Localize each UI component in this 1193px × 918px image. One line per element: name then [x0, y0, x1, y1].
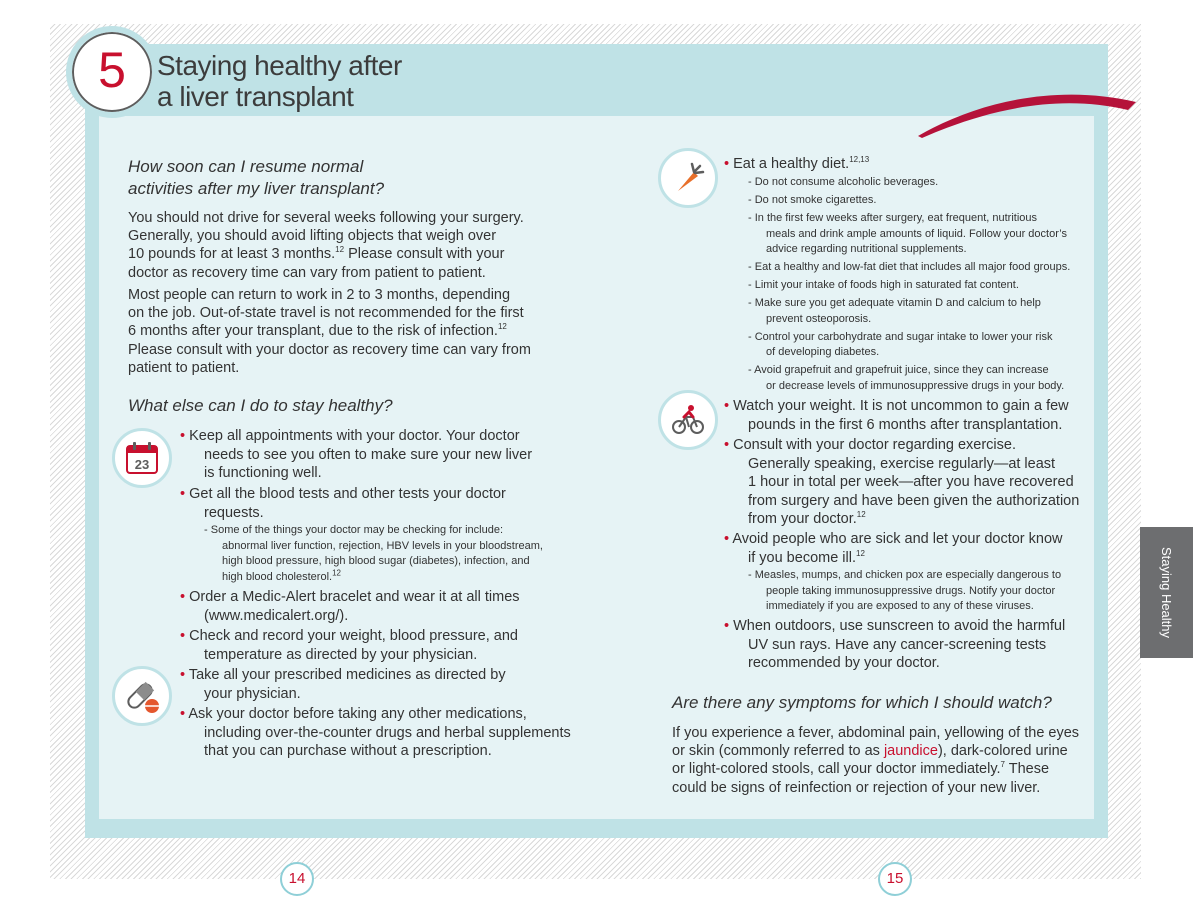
bullet-medic-alert: • Order a Medic-Alert bracelet and wear it at all times (www.medicalert.org/). [180, 589, 520, 624]
side-tab-label-wrap [1140, 527, 1193, 658]
carrot-icon [658, 148, 718, 208]
question-symptoms: Are there any symptoms for which I should watch? [672, 693, 1052, 712]
subbullet-tests-checked: - Some of the things your doctor may be checking for include: abnormal liver function, rejection, HBV levels in your bloodstream, high blood pressure, high blood sugar (diabetes), infection, and high blood cholesterol.$^{12}$ [204, 524, 543, 583]
paragraph-return-to-work: Most people can return to work in 2 to 3 months, depending on the job. Out-of-state travel is not recommended for the first 6 months after your transplant, due to the risk of infection.$^{12}$ Please consult with your doctor as recovery time can vary from patient to patient. [128, 287, 531, 376]
question-stay-healthy: What else can I do to stay healthy? [128, 396, 393, 415]
bullet-avoid-sick: • Avoid people who are sick and let your doctor know if you become ill.$^{12}$ [724, 531, 1063, 566]
bullet-prescribed-medicines: • Take all your prescribed medicines as directed by your physician. [180, 667, 506, 702]
chapter-title: Staying healthy after a liver transplant [157, 50, 402, 112]
jaundice-link[interactable]: jaundice [883, 743, 938, 760]
question-resume-activities: How soon can I resume normal activities after my liver transplant? [128, 157, 385, 198]
bullet-appointments: • Keep all appointments with your doctor. Your doctor needs to see you often to make sure your new liver is functioning well. [180, 428, 533, 481]
side-tab-label: Staying Healthy [1159, 546, 1174, 639]
bullet-other-medications: • Ask your doctor before taking any other medications, including over-the-counter drugs and herbal supplements that you can purchase without a prescription. [180, 706, 571, 759]
pill-icon [112, 666, 172, 726]
paragraph-symptoms: If you experience a fever, abdominal pain, yellowing of the eyes or skin (commonly referred to as jaundice), dark-colored urine or light-colored stools, call your doctor immediately.$^7$ These could be signs of reinfection or rejection of your new liver. [672, 725, 1080, 796]
page-number-right: 15 [878, 862, 912, 896]
svg-text:23: 23 [134, 457, 150, 472]
bullet-sunscreen: • When outdoors, use sunscreen to avoid the harmful UV sun rays. Have any cancer-screening tests recommended by your doctor. [724, 618, 1066, 671]
bullet-healthy-diet: • Eat a healthy diet.$^{12,13}$ [724, 155, 870, 172]
bullet-record-vitals: • Check and record your weight, blood pressure, and temperature as directed by your physician. [180, 628, 518, 663]
page-number-left: 14 [280, 862, 314, 896]
subbullet-viruses: - Measles, mumps, and chicken pox are especially dangerous to people taking immunosuppressive drugs. Notify your doctor immediately if you are exposed to any of these viruses. [748, 569, 1062, 612]
cyclist-icon [658, 390, 718, 450]
bullet-exercise: • Consult with your doctor regarding exercise. Generally speaking, exercise regularly—at least 1 hour in total per week—after you have recovered from surgery and have been given the authorization from your doctor.$^{12}$ [724, 437, 1080, 527]
paragraph-driving: You should not drive for several weeks following your surgery. Generally, you should avoid lifting objects that weigh over 10 pounds for at least 3 months.$^{12}$ Please consult with your doctor as recovery time can vary from patient to patient. [128, 210, 524, 281]
bullet-watch-weight: • Watch your weight. It is not uncommon to gain a few pounds in the first 6 months after transplantation. [724, 398, 1069, 433]
bullet-blood-tests: • Get all the blood tests and other tests your doctor requests. [180, 486, 506, 521]
diet-subbullets: - Do not consume alcoholic beverages. - Do not smoke cigarettes. - In the first few weeks after surgery, eat frequent, nutritious meals and drink ample amounts of liquid. Follow your doctor’s advice regarding nutritional supplements. - Eat a healthy and low-fat diet that includes all major food groups. - Limit your intake of foods high in saturated fat content. - Make sure you get adequate vitamin D and calcium to help prevent osteoporosis. - Control your carbohydrate and sugar intake to lower your risk of developing diabetes. - Avoid grapefruit and grapefruit juice, since they can increase or decrease levels of immunosuppressive drugs in your body. [748, 176, 1071, 392]
chapter-number: 5 [98, 42, 126, 98]
calendar-icon [112, 428, 172, 488]
swoosh-decoration [900, 80, 1140, 140]
